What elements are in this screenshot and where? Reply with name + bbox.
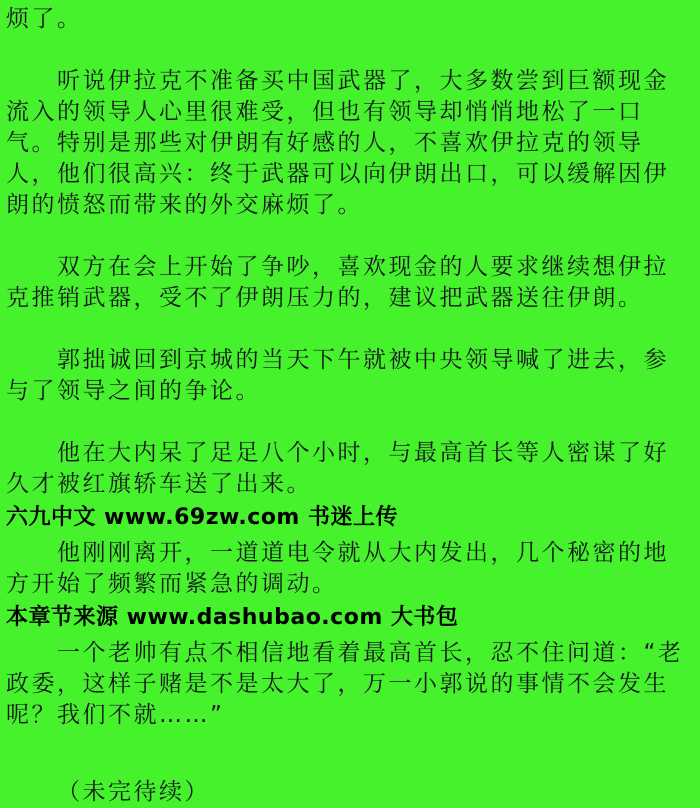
paragraph: 一个老帅有点不相信地看着最高首长，忍不住问道：“老政委，这样子赌是不是太大了，万一小郭说的事情不会发生呢？我们不就……”: [6, 640, 684, 728]
paragraph: 听说伊拉克不准备买中国武器了，大多数尝到巨额现金流入的领导人心里很难受，但也有领导却悄悄地松了一口气。特别是那些对伊朗有好感的人，不喜欢伊拉克的领导人，他们很高兴：终于武器可以向伊朗出口，可以缓解因伊朗的愤怒而带来的外交麻烦了。: [6, 68, 669, 218]
ending-note: （未完待续）: [57, 779, 210, 805]
paragraph: 双方在会上开始了争吵，喜欢现金的人要求继续想伊拉克推销武器，受不了伊朗压力的，建议把武器送往伊朗。: [6, 254, 669, 311]
paragraph: 他刚刚离开，一道道电令就从大内发出，几个秘密的地方开始了频繁而紧急的调动。: [6, 540, 669, 597]
paragraph: 他在大内呆了足足八个小时，与最高首长等人密谋了好久才被红旗轿车送了出来。: [6, 440, 669, 497]
watermark-line: 六九中文 www.69zw.com 书迷上传: [6, 505, 399, 530]
watermark-line: 本章节来源 www.dashubao.com 大书包: [6, 605, 459, 630]
paragraph: 郭拙诚回到京城的当天下午就被中央领导喊了进去，参与了领导之间的争论。: [6, 347, 669, 404]
opening-line: 烦了。: [6, 6, 83, 32]
